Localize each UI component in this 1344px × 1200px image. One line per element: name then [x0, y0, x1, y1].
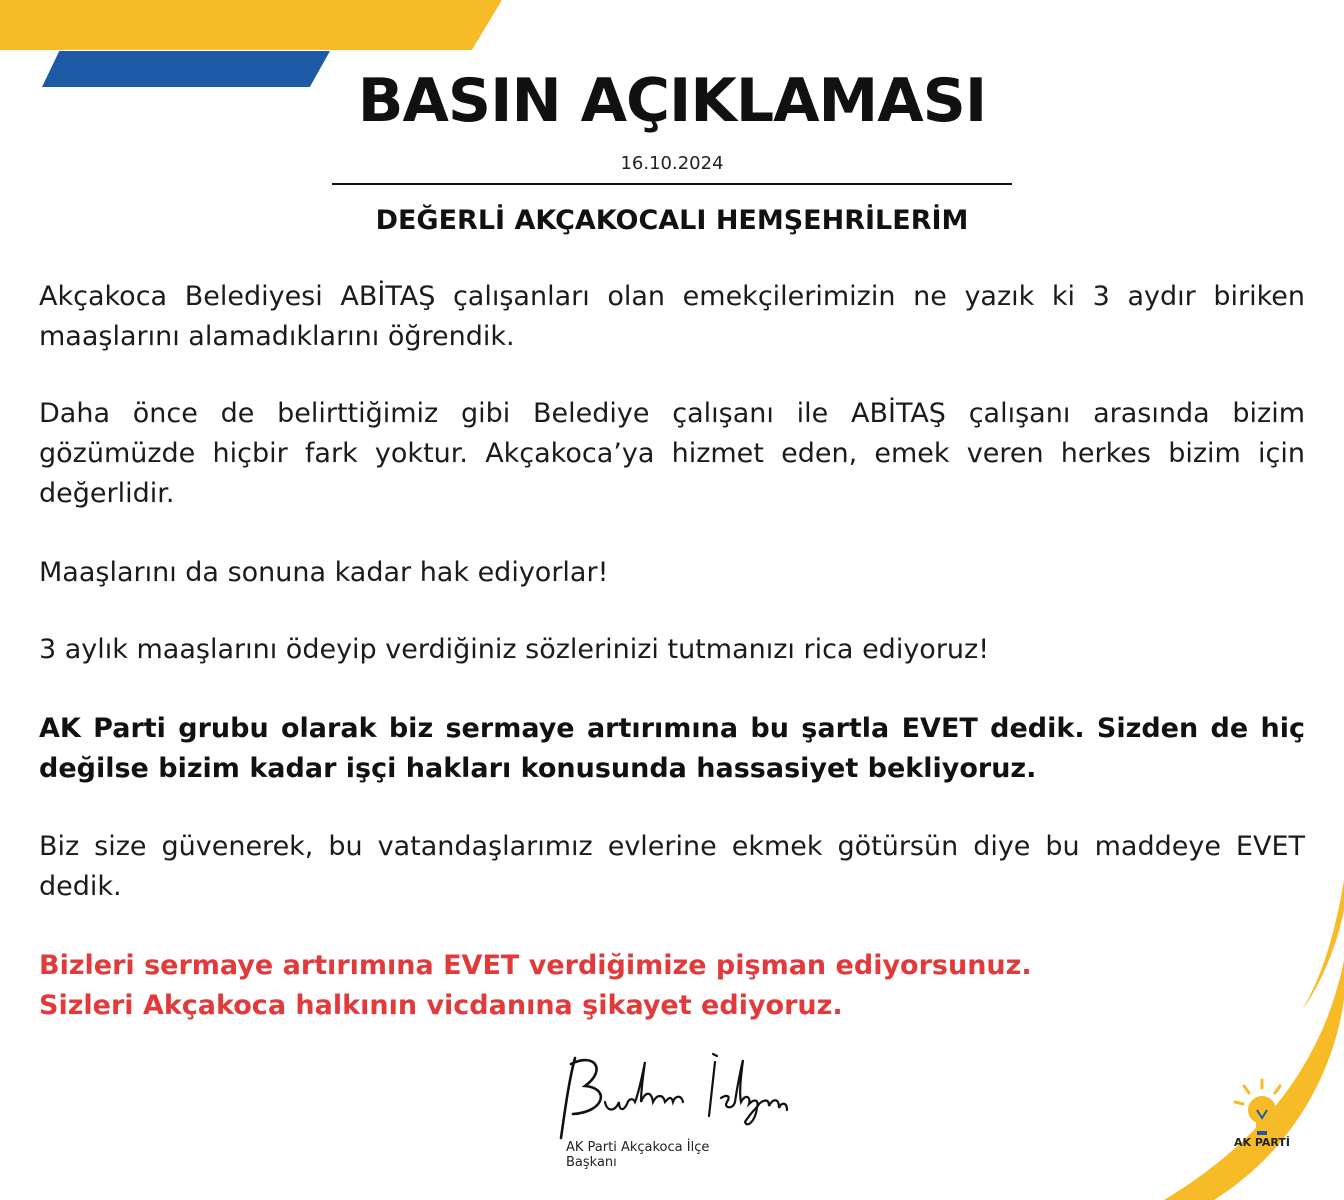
handwritten-signature	[555, 1050, 815, 1145]
press-date: 16.10.2024	[620, 153, 724, 174]
salutation-heading: DEĞERLİ AKÇAKOCALI HEMŞEHRİLERİM	[375, 205, 969, 236]
paragraph-6: Biz size güvenerek, bu vatandaşlarımız evlerine ekmek götürsün diye bu maddeye EVET dedik.	[39, 831, 1305, 902]
lightbulb-icon	[1232, 1078, 1292, 1138]
paragraph-5-bold: AK Parti grubu olarak biz sermaye artırımına bu şartla EVET dedik. Sizden de hiç değilse bizim kadar işçi hakları konusunda hassasiyet bekliyoruz.	[39, 713, 1305, 784]
paragraph-4: 3 aylık maaşlarını ödeyip verdiğiniz sözlerinizi tutmanızı rica ediyoruz!	[39, 634, 990, 665]
paragraph-3: Maaşlarını da sonuna kadar hak ediyorlar!	[39, 557, 609, 588]
red-line-1: Bizleri sermaye artırımına EVET verdiğimize pişman ediyorsunuz.	[39, 950, 1032, 981]
corner-swoosh-decoration	[1084, 870, 1344, 1200]
red-line-2: Sizleri Akçakoca halkının vicdanına şikayet ediyoruz.	[39, 990, 843, 1021]
paragraph-2: Daha önce de belirttiğimiz gibi Belediye çalışanı ile ABİTAŞ çalışanı arasında bizim gözümüzde hiçbir fark yoktur. Akçakoca’ya hizmet eden, emek veren herkes bizim için değerlidir.	[39, 398, 1305, 509]
page-title: BASIN AÇIKLAMASI	[357, 66, 987, 136]
party-logo-text: AK PARTİ	[1233, 1136, 1290, 1149]
yellow-banner-stripe	[0, 0, 502, 50]
paragraph-1: Akçakoca Belediyesi ABİTAŞ çalışanları olan emekçilerimizin ne yazık ki 3 aydır biriken maaşlarını alamadıklarını öğrendik.	[39, 281, 1305, 352]
title-divider	[332, 183, 1012, 185]
signatory-title: AK Parti Akçakoca İlçe Başkanı	[566, 1140, 710, 1170]
